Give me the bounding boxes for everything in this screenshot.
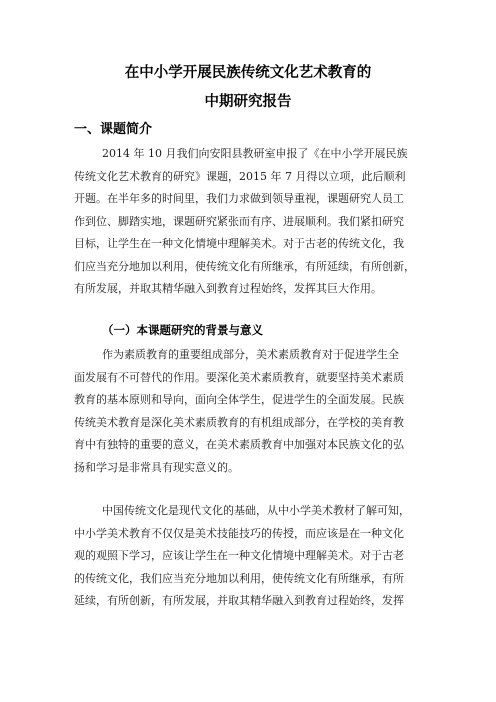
- paragraph-line: 传统美术教育是深化美术素质教育的有机组成部分，在学校的美育教: [74, 415, 404, 429]
- paragraph-intro: [74, 143, 424, 301]
- paragraph-line: 传统文化艺术教育的研究》课题，2015 年 7 月得以立项，此后顺利: [74, 169, 406, 183]
- document-title-line-1: 在中小学开展民族传统文化艺术教育的: [124, 65, 372, 81]
- paragraph-line: 目标，让学生在一种文化情境中理解美术。对于古老的传统文化，我: [74, 237, 404, 250]
- paragraph-line: 面发展有不可替代的作用。要深化美术素质教育，就要坚持美术素质: [74, 370, 404, 384]
- paragraph-line: 2014 年 10 月我们向安阳县教研室申报了《在中小学开展民族: [102, 147, 408, 160]
- subsection-heading-background: （一）本课题研究的背景与意义: [102, 323, 263, 337]
- paragraph-line: 作为素质教育的重要组成部分，美术素质教育对于促进学生全: [102, 348, 399, 361]
- paragraph-line: 的传统文化，我们应当充分地加以利用，使传统文化有所继承，有所: [74, 571, 404, 585]
- paragraph-line: 有所发展，并取其精华融入到教育过程始终，发挥其巨大作用。: [74, 282, 382, 295]
- paragraph-line: 开题。在半年多的时间里，我们力求做到领导重视，课题研究人员工: [74, 192, 404, 205]
- paragraph-line: 扬和学习是非常具有现实意义的。: [74, 460, 239, 474]
- paragraph-background: [74, 344, 424, 479]
- paragraph-line: 延续，有所创新，有所发展，并取其精华融入到教育过程始终，发挥: [74, 594, 404, 607]
- paragraph-line: 育中有独特的重要的意义，在美术素质教育中加强对本民族文化的弘: [74, 438, 404, 451]
- paragraph-line: 中小学美术教育不仅仅是美术技能技巧的传授，而应该是在一种文化: [74, 526, 404, 540]
- paragraph-line: 作到位、脚踏实地，课题研究紧张而有序、进展顺利。我们紧扣研究: [74, 214, 404, 228]
- document-title-line-2: 中期研究报告: [204, 94, 292, 110]
- paragraph-line: 教育的基本原则和导向，面向全体学生，促进学生的全面发展。民族: [74, 393, 404, 406]
- paragraph-line: 中国传统文化是现代文化的基础，从中小学美术教材了解可知，: [102, 504, 410, 517]
- paragraph-line: 观的观照下学习，应该让学生在一种文化情境中理解美术。对于古老: [74, 549, 404, 562]
- section-heading-intro: 一、课题简介: [74, 122, 153, 137]
- paragraph-line: 们应当充分地加以利用，使传统文化有所继承，有所延续，有所创新，: [74, 259, 415, 273]
- paragraph-traditional-culture: [74, 500, 424, 613]
